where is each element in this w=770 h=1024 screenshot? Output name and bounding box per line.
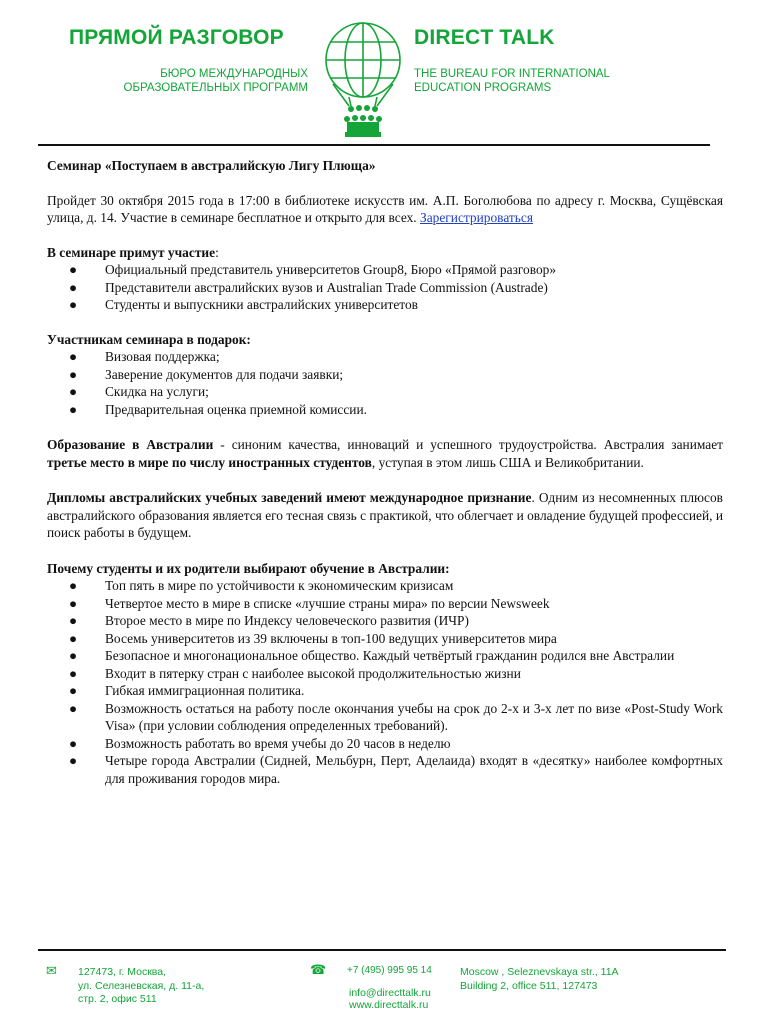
list-item: ● Визовая поддержка; <box>69 349 220 364</box>
list-item: ● Безопасное и многонациональное общество. Каждый четвёртый гражданин родился вне Австралии <box>69 648 675 663</box>
footer-phone: +7 (495) 995 95 14 <box>347 965 432 976</box>
list-item: ● Входит в пятерку стран с наиболее высокой продолжительностью жизни <box>69 665 521 681</box>
list-item: ● Представители австралийских вузов и Australian Trade Commission (Austrade) <box>69 279 548 295</box>
hot-air-balloon-logo <box>321 18 405 143</box>
header-en-subtitle <box>414 67 610 95</box>
header-ru-title: ПРЯМОЙ РАЗГОВОР <box>69 26 284 49</box>
footer-divider <box>38 949 726 951</box>
footer-address-en: Moscow , Seleznevskaya str., 11A Building 2, office 511, 127473 <box>460 966 619 992</box>
gifts-list <box>47 348 723 418</box>
list-item: ● Восемь университетов из 39 включены в топ-100 ведущих университетов мира <box>69 630 557 646</box>
list-item: ● Возможность работать во время учебы до 20 часов в неделю <box>69 735 451 751</box>
participants-list <box>47 261 723 314</box>
footer-address-ru: 127473, г. Москва, ул. Селезневская, д. 11-а, стр. 2, офис 511 <box>78 966 205 1005</box>
list-item: ● Гибкая иммиграционная политика. <box>69 683 305 698</box>
reasons-list <box>47 577 723 787</box>
list-item: ● Предварительная оценка приемной комиссии. <box>69 401 367 417</box>
education-paragraph: Образование в Австралии - синоним качества, инноваций и успешного трудоустройства. Австралия занимает третье место в мире по числу иностранных студентов, уступая в этом лишь США и Великобритании. <box>47 437 723 470</box>
list-item: ● Четыре города Австралии (Сидней, Мельбурн, Перт, Аделаида) входят в «десятку» наиболее комфортных для проживания городов мира. <box>69 753 723 786</box>
reasons-heading: Почему студенты и их родители выбирают обучение в Австралии: <box>47 560 450 576</box>
register-link[interactable]: Зарегистрироваться <box>420 210 533 225</box>
header-divider <box>38 144 710 146</box>
seminar-title: Семинар «Поступаем в австралийскую Лигу Плюща» <box>47 158 376 173</box>
list-item: ● Заверение документов для подачи заявки; <box>69 366 344 382</box>
footer-website[interactable]: www.directtalk.ru <box>349 999 429 1011</box>
list-item: ● Скидка на услуги; <box>69 384 209 399</box>
list-item: ● Возможность остаться на работу после окончания учебы на срок до 2-х и 3-х лет по визе «Post-Study Work Visa» (при условии соблюдения определенных требований). <box>69 700 723 733</box>
seminar-intro <box>47 192 723 227</box>
header-ru-subtitle <box>124 67 308 95</box>
gifts-heading: Участникам семинара в подарок: <box>47 331 251 347</box>
participants-heading: В семинаре примут участие: <box>47 244 219 260</box>
list-item: ● Топ пять в мире по устойчивости к экономическим кризисам <box>69 578 454 593</box>
footer-email[interactable]: info@directtalk.ru <box>349 987 431 999</box>
seminar-intro-text: Пройдет 30 октября 2015 года в 17:00 в библиотеке искусств им. А.П. Боголюбова по адресу г. Москва, Сущёвская улица, д. 14. Участие в семинаре бесплатное и открыто для всех. <box>47 192 723 225</box>
list-item: ● Студенты и выпускники австралийских университетов <box>69 297 418 312</box>
header-en-title: DIRECT TALK <box>414 26 555 49</box>
header-ru-sub-line1: БЮРО МЕЖДУНАРОДНЫХ <box>160 68 308 80</box>
list-item: ● Второе место в мире по Индексу человеческого развития (ИЧР) <box>69 613 469 628</box>
telephone-icon: ☎ <box>310 962 327 977</box>
list-item: ● Официальный представитель университетов Group8, Бюро «Прямой разговор» <box>69 262 557 277</box>
diplomas-paragraph: Дипломы австралийских учебных заведений имеют международное признание. Одним из несомненных плюсов австралийского образования является его тесная связь с практикой, что облегчает и овладение будущей профессией, и поиск работы в будущем. <box>47 490 723 540</box>
envelope-icon: ✉ <box>46 963 57 978</box>
header-en-sub-line1: THE BUREAU FOR INTERNATIONAL <box>414 68 610 80</box>
header-en-sub-line2: EDUCATION PROGRAMS <box>414 82 552 94</box>
list-item: ● Четвертое место в мире в списке «лучшие страны мира» по версии Newsweek <box>69 595 550 611</box>
document-body <box>47 157 723 787</box>
header-ru-sub-line2: ОБРАЗОВАТЕЛЬНЫХ ПРОГРАММ <box>123 82 308 94</box>
